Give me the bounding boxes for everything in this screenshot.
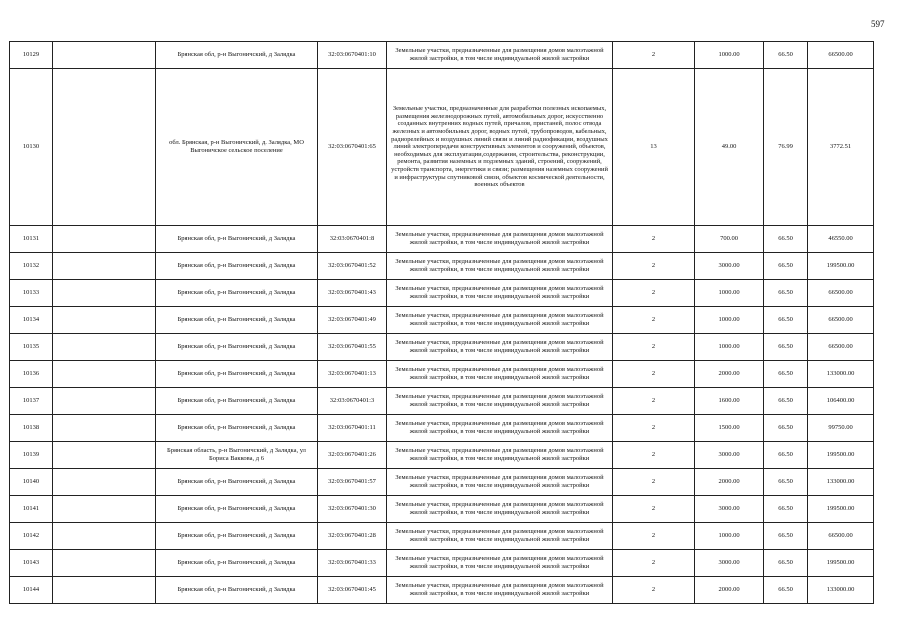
area-cell: 700.00 <box>695 226 764 253</box>
address-cell: Брянская обл, р-н Выгоничский, д Залядка <box>156 307 318 334</box>
group-cell: 2 <box>613 523 695 550</box>
area-cell: 3000.00 <box>695 442 764 469</box>
cadastral-number-cell: 32:03:0670401:52 <box>318 253 387 280</box>
group-cell: 2 <box>613 442 695 469</box>
cadastral-value-cell: 133000.00 <box>808 577 874 604</box>
area-cell: 1600.00 <box>695 388 764 415</box>
address-cell: обл. Брянская, р-н Выгоничский, д. Залядка, МО Выгоничское сельское поселение <box>156 69 318 226</box>
address-cell: Брянская обл, р-н Выгоничский, д Залядка <box>156 361 318 388</box>
land-use-cell: Земельные участки, предназначенные для размещения домов малоэтажной жилой застройки, в том числе индивидуальной жилой застройки <box>387 388 613 415</box>
address-cell: Брянская обл, р-н Выгоничский, д Залядка <box>156 550 318 577</box>
row-number-cell: 10130 <box>10 69 53 226</box>
specific-value-cell: 66.50 <box>764 469 808 496</box>
land-use-cell: Земельные участки, предназначенные для размещения домов малоэтажной жилой застройки, в том числе индивидуальной жилой застройки <box>387 496 613 523</box>
table-row <box>10 496 874 523</box>
cadastral-value-cell: 66500.00 <box>808 307 874 334</box>
specific-value-cell: 66.50 <box>764 307 808 334</box>
empty-cell <box>53 469 156 496</box>
cadastral-number-cell: 32:03:0670401:28 <box>318 523 387 550</box>
area-cell: 3000.00 <box>695 550 764 577</box>
empty-cell <box>53 307 156 334</box>
land-use-cell: Земельные участки, предназначенные для размещения домов малоэтажной жилой застройки, в том числе индивидуальной жилой застройки <box>387 334 613 361</box>
cadastral-number-cell: 32:03:0670401:26 <box>318 442 387 469</box>
empty-cell <box>53 577 156 604</box>
empty-cell <box>53 334 156 361</box>
land-use-cell: Земельные участки, предназначенные для размещения домов малоэтажной жилой застройки, в том числе индивидуальной жилой застройки <box>387 442 613 469</box>
page-number: 597 <box>871 19 885 29</box>
table-row <box>10 42 874 69</box>
cadastral-value-cell: 66500.00 <box>808 523 874 550</box>
group-cell: 2 <box>613 577 695 604</box>
specific-value-cell: 66.50 <box>764 226 808 253</box>
cadastral-value-table <box>9 41 874 604</box>
empty-cell <box>53 280 156 307</box>
row-number-cell: 10143 <box>10 550 53 577</box>
specific-value-cell: 66.50 <box>764 253 808 280</box>
row-number-cell: 10141 <box>10 496 53 523</box>
land-use-cell: Земельные участки, предназначенные для размещения домов малоэтажной жилой застройки, в том числе индивидуальной жилой застройки <box>387 280 613 307</box>
empty-cell <box>53 361 156 388</box>
empty-cell <box>53 42 156 69</box>
row-number-cell: 10138 <box>10 415 53 442</box>
land-use-cell: Земельные участки, предназначенные для размещения домов малоэтажной жилой застройки, в том числе индивидуальной жилой застройки <box>387 415 613 442</box>
land-use-cell: Земельные участки, предназначенные для размещения домов малоэтажной жилой застройки, в том числе индивидуальной жилой застройки <box>387 226 613 253</box>
empty-cell <box>53 415 156 442</box>
area-cell: 1500.00 <box>695 415 764 442</box>
cadastral-value-cell: 66500.00 <box>808 280 874 307</box>
specific-value-cell: 66.50 <box>764 415 808 442</box>
table-row <box>10 69 874 226</box>
area-cell: 3000.00 <box>695 253 764 280</box>
land-use-cell: Земельные участки, предназначенные для размещения домов малоэтажной жилой застройки, в том числе индивидуальной жилой застройки <box>387 42 613 69</box>
cadastral-number-cell: 32:03:0670401:65 <box>318 69 387 226</box>
group-cell: 2 <box>613 469 695 496</box>
specific-value-cell: 66.50 <box>764 523 808 550</box>
address-cell: Брянская обл, р-н Выгоничский, д Залядка <box>156 523 318 550</box>
area-cell: 2000.00 <box>695 577 764 604</box>
cadastral-number-cell: 32:03:0670401:8 <box>318 226 387 253</box>
cadastral-value-cell: 199500.00 <box>808 496 874 523</box>
group-cell: 2 <box>613 280 695 307</box>
address-cell: Брянская обл, р-н Выгоничский, д Залядка <box>156 253 318 280</box>
specific-value-cell: 66.50 <box>764 361 808 388</box>
cadastral-value-cell: 46550.00 <box>808 226 874 253</box>
row-number-cell: 10135 <box>10 334 53 361</box>
land-use-cell: Земельные участки, предназначенные для размещения домов малоэтажной жилой застройки, в том числе индивидуальной жилой застройки <box>387 253 613 280</box>
table-row <box>10 388 874 415</box>
empty-cell <box>53 226 156 253</box>
cadastral-number-cell: 32:03:0670401:13 <box>318 361 387 388</box>
empty-cell <box>53 69 156 226</box>
cadastral-value-cell: 133000.00 <box>808 361 874 388</box>
group-cell: 2 <box>613 496 695 523</box>
address-cell: Брянская обл, р-н Выгоничский, д Залядка <box>156 469 318 496</box>
area-cell: 2000.00 <box>695 361 764 388</box>
row-number-cell: 10134 <box>10 307 53 334</box>
table-row <box>10 442 874 469</box>
cadastral-number-cell: 32:03:0670401:11 <box>318 415 387 442</box>
group-cell: 2 <box>613 307 695 334</box>
specific-value-cell: 66.50 <box>764 442 808 469</box>
table-row <box>10 469 874 496</box>
cadastral-number-cell: 32:03:0670401:10 <box>318 42 387 69</box>
specific-value-cell: 66.50 <box>764 577 808 604</box>
cadastral-number-cell: 32:03:0670401:43 <box>318 280 387 307</box>
group-cell: 2 <box>613 388 695 415</box>
table-row <box>10 361 874 388</box>
group-cell: 2 <box>613 334 695 361</box>
land-use-cell: Земельные участки, предназначенные для размещения домов малоэтажной жилой застройки, в том числе индивидуальной жилой застройки <box>387 523 613 550</box>
row-number-cell: 10137 <box>10 388 53 415</box>
table-row <box>10 523 874 550</box>
table-row <box>10 577 874 604</box>
empty-cell <box>53 550 156 577</box>
area-cell: 1000.00 <box>695 523 764 550</box>
land-use-cell: Земельные участки, предназначенные для размещения домов малоэтажной жилой застройки, в том числе индивидуальной жилой застройки <box>387 307 613 334</box>
row-number-cell: 10144 <box>10 577 53 604</box>
cadastral-value-cell: 66500.00 <box>808 42 874 69</box>
table-row <box>10 307 874 334</box>
cadastral-number-cell: 32:03:0670401:55 <box>318 334 387 361</box>
cadastral-number-cell: 32:03:0670401:3 <box>318 388 387 415</box>
group-cell: 2 <box>613 361 695 388</box>
cadastral-value-cell: 199500.00 <box>808 550 874 577</box>
group-cell: 2 <box>613 226 695 253</box>
cadastral-number-cell: 32:03:0670401:57 <box>318 469 387 496</box>
address-cell: Брянская обл, р-н Выгоничский, д Залядка <box>156 42 318 69</box>
area-cell: 1000.00 <box>695 307 764 334</box>
row-number-cell: 10140 <box>10 469 53 496</box>
specific-value-cell: 66.50 <box>764 496 808 523</box>
area-cell: 1000.00 <box>695 334 764 361</box>
cadastral-value-cell: 3772.51 <box>808 69 874 226</box>
table-row <box>10 334 874 361</box>
row-number-cell: 10139 <box>10 442 53 469</box>
land-use-cell: Земельные участки, предназначенные для разработки полезных ископаемых, размещения железнодорожных путей, автомобильных дорог, искусственно созданных внутренних водных путей, причалов, пристаней, полос отвода железных и автомобильных дорог, водных путей, трубопроводов, кабельных, радиорелейных и воздушных линий связи и линий радиофикации, воздушных линий электропередачи конструктивных элементов и сооружений, объектов, необходимых для эксплуатации,содержания, строительства, реконструкции, ремонта, развития наземных и подземных зданий, строений, сооружений, устройств транспорта, энергетики и связи; размещения наземных сооружений и инфраструктуры спутниковой связи, объектов космической деятельности, военных объектов <box>387 69 613 226</box>
cadastral-value-cell: 133000.00 <box>808 469 874 496</box>
row-number-cell: 10129 <box>10 42 53 69</box>
empty-cell <box>53 253 156 280</box>
table-row <box>10 280 874 307</box>
area-cell: 2000.00 <box>695 469 764 496</box>
group-cell: 2 <box>613 415 695 442</box>
row-number-cell: 10132 <box>10 253 53 280</box>
cadastral-value-cell: 106400.00 <box>808 388 874 415</box>
area-cell: 49.00 <box>695 69 764 226</box>
address-cell: Брянская обл, р-н Выгоничский, д Залядка <box>156 388 318 415</box>
specific-value-cell: 66.50 <box>764 550 808 577</box>
table-row <box>10 253 874 280</box>
land-use-cell: Земельные участки, предназначенные для размещения домов малоэтажной жилой застройки, в том числе индивидуальной жилой застройки <box>387 577 613 604</box>
row-number-cell: 10136 <box>10 361 53 388</box>
address-cell: Брянская обл, р-н Выгоничский, д Залядка <box>156 226 318 253</box>
group-cell: 2 <box>613 550 695 577</box>
specific-value-cell: 66.50 <box>764 280 808 307</box>
group-cell: 2 <box>613 42 695 69</box>
group-cell: 13 <box>613 69 695 226</box>
cadastral-value-cell: 199500.00 <box>808 253 874 280</box>
cadastral-value-cell: 99750.00 <box>808 415 874 442</box>
area-cell: 3000.00 <box>695 496 764 523</box>
empty-cell <box>53 523 156 550</box>
cadastral-number-cell: 32:03:0670401:30 <box>318 496 387 523</box>
cadastral-number-cell: 32:03:0670401:45 <box>318 577 387 604</box>
address-cell: Брянская обл, р-н Выгоничский, д Залядка <box>156 415 318 442</box>
group-cell: 2 <box>613 253 695 280</box>
land-use-cell: Земельные участки, предназначенные для размещения домов малоэтажной жилой застройки, в том числе индивидуальной жилой застройки <box>387 361 613 388</box>
cadastral-value-cell: 199500.00 <box>808 442 874 469</box>
address-cell: Брянская область, р-н Выгоничский, д Залядка, ул Бориса Ваккова, д 6 <box>156 442 318 469</box>
address-cell: Брянская обл, р-н Выгоничский, д Залядка <box>156 496 318 523</box>
area-cell: 1000.00 <box>695 280 764 307</box>
area-cell: 1000.00 <box>695 42 764 69</box>
address-cell: Брянская обл, р-н Выгоничский, д Залядка <box>156 334 318 361</box>
cadastral-number-cell: 32:03:0670401:33 <box>318 550 387 577</box>
land-use-cell: Земельные участки, предназначенные для размещения домов малоэтажной жилой застройки, в том числе индивидуальной жилой застройки <box>387 469 613 496</box>
cadastral-number-cell: 32:03:0670401:49 <box>318 307 387 334</box>
table-row <box>10 550 874 577</box>
table-row <box>10 415 874 442</box>
empty-cell <box>53 496 156 523</box>
empty-cell <box>53 388 156 415</box>
empty-cell <box>53 442 156 469</box>
cadastral-value-cell: 66500.00 <box>808 334 874 361</box>
land-use-cell: Земельные участки, предназначенные для размещения домов малоэтажной жилой застройки, в том числе индивидуальной жилой застройки <box>387 550 613 577</box>
specific-value-cell: 66.50 <box>764 42 808 69</box>
specific-value-cell: 76.99 <box>764 69 808 226</box>
row-number-cell: 10131 <box>10 226 53 253</box>
address-cell: Брянская обл, р-н Выгоничский, д Залядка <box>156 280 318 307</box>
row-number-cell: 10142 <box>10 523 53 550</box>
address-cell: Брянская обл, р-н Выгоничский, д Залядка <box>156 577 318 604</box>
specific-value-cell: 66.50 <box>764 334 808 361</box>
specific-value-cell: 66.50 <box>764 388 808 415</box>
row-number-cell: 10133 <box>10 280 53 307</box>
table-row <box>10 226 874 253</box>
